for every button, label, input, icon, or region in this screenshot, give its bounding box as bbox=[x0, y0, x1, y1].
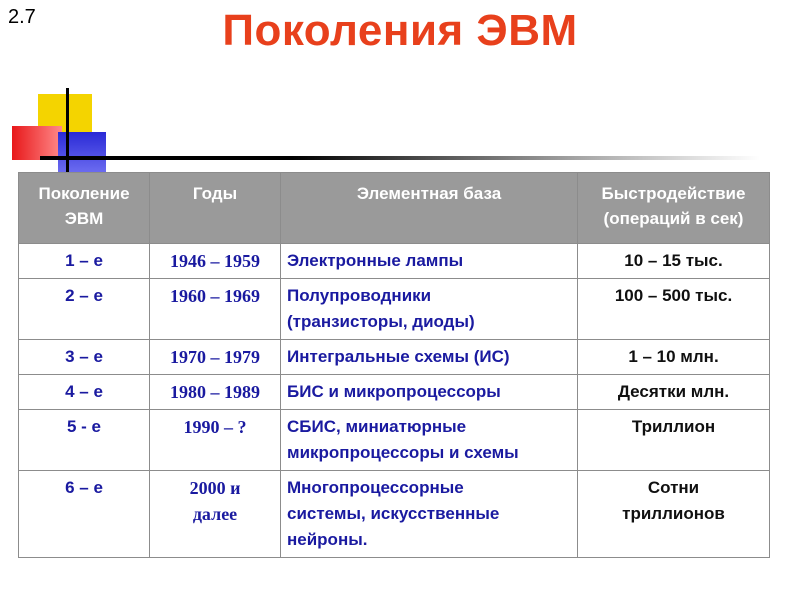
cell-speed bbox=[578, 375, 770, 410]
cell-speed bbox=[578, 244, 770, 279]
cell-element-base bbox=[281, 244, 578, 279]
cell-line: нейроны. bbox=[287, 530, 368, 549]
cell-generation: 6 – е bbox=[19, 471, 150, 558]
header-speed-line2: (операций в сек) bbox=[603, 209, 744, 228]
cell-years: 1960 – 1969 bbox=[150, 279, 281, 340]
header-element-base bbox=[281, 173, 578, 244]
cell-line: Десятки млн. bbox=[617, 382, 730, 401]
cell-line: Многопроцессорные bbox=[287, 478, 464, 497]
horizontal-divider bbox=[40, 156, 760, 160]
cell-speed bbox=[578, 279, 770, 340]
header-generation bbox=[19, 173, 150, 244]
yellow-square bbox=[38, 94, 92, 138]
cell-line: триллионов bbox=[622, 504, 725, 523]
cell-line: СБИС, миниатюрные bbox=[287, 417, 467, 436]
cell-line: микропроцессоры и схемы bbox=[287, 443, 519, 462]
slide-number: 2.7 bbox=[8, 6, 36, 28]
cell-years: 1980 – 1989 bbox=[150, 375, 281, 410]
table-row bbox=[19, 375, 770, 410]
vertical-line bbox=[66, 88, 69, 172]
header-generation-line2: ЭВМ bbox=[64, 209, 104, 228]
cell-generation: 4 – е bbox=[19, 375, 150, 410]
header-years bbox=[150, 173, 281, 244]
cell-generation: 1 – е bbox=[19, 244, 150, 279]
header-element-base-label: Элементная база bbox=[356, 184, 502, 203]
table-row bbox=[19, 410, 770, 471]
cell-line: Интегральные схемы (ИС) bbox=[287, 347, 510, 366]
cell-element-base bbox=[281, 410, 578, 471]
cell-speed bbox=[578, 471, 770, 558]
header-years-label: Годы bbox=[192, 184, 238, 203]
cell-years: 1970 – 1979 bbox=[150, 340, 281, 375]
table-row bbox=[19, 279, 770, 340]
cell-generation: 5 - е bbox=[19, 410, 150, 471]
header-speed bbox=[578, 173, 770, 244]
table-row bbox=[19, 340, 770, 375]
table-row bbox=[19, 244, 770, 279]
generations-table bbox=[18, 172, 770, 558]
cell-line: 100 – 500 тыс. bbox=[614, 286, 733, 305]
cell-years bbox=[150, 471, 281, 558]
cell-line: 1 – 10 млн. bbox=[628, 347, 719, 366]
cell-element-base bbox=[281, 279, 578, 340]
cell-line: системы, искусственные bbox=[287, 504, 500, 523]
table-header-row bbox=[19, 173, 770, 244]
cell-speed bbox=[578, 340, 770, 375]
blue-square bbox=[58, 132, 106, 172]
cell-line: далее bbox=[192, 504, 238, 524]
cell-line: Сотни bbox=[647, 478, 700, 497]
cell-element-base bbox=[281, 375, 578, 410]
page-title: Поколения ЭВМ bbox=[222, 6, 578, 55]
header-generation-line1: Поколение bbox=[38, 184, 130, 203]
cell-years: 1946 – 1959 bbox=[150, 244, 281, 279]
cell-generation: 2 – е bbox=[19, 279, 150, 340]
red-square bbox=[12, 126, 62, 160]
cell-line: Триллион bbox=[631, 417, 716, 436]
cell-line: 10 – 15 тыс. bbox=[624, 251, 723, 270]
header-speed-line1: Быстродействие bbox=[601, 184, 746, 203]
cell-line: Полупроводники bbox=[287, 286, 432, 305]
cell-line: (транзисторы, диоды) bbox=[287, 312, 475, 331]
cell-line: БИС и микропроцессоры bbox=[287, 382, 501, 401]
cell-line: Электронные лампы bbox=[287, 251, 464, 270]
cell-line: 2000 и bbox=[189, 478, 241, 498]
cell-element-base bbox=[281, 471, 578, 558]
cell-years: 1990 – ? bbox=[150, 410, 281, 471]
table-row bbox=[19, 471, 770, 558]
cell-element-base bbox=[281, 340, 578, 375]
cell-generation: 3 – е bbox=[19, 340, 150, 375]
cell-speed bbox=[578, 410, 770, 471]
